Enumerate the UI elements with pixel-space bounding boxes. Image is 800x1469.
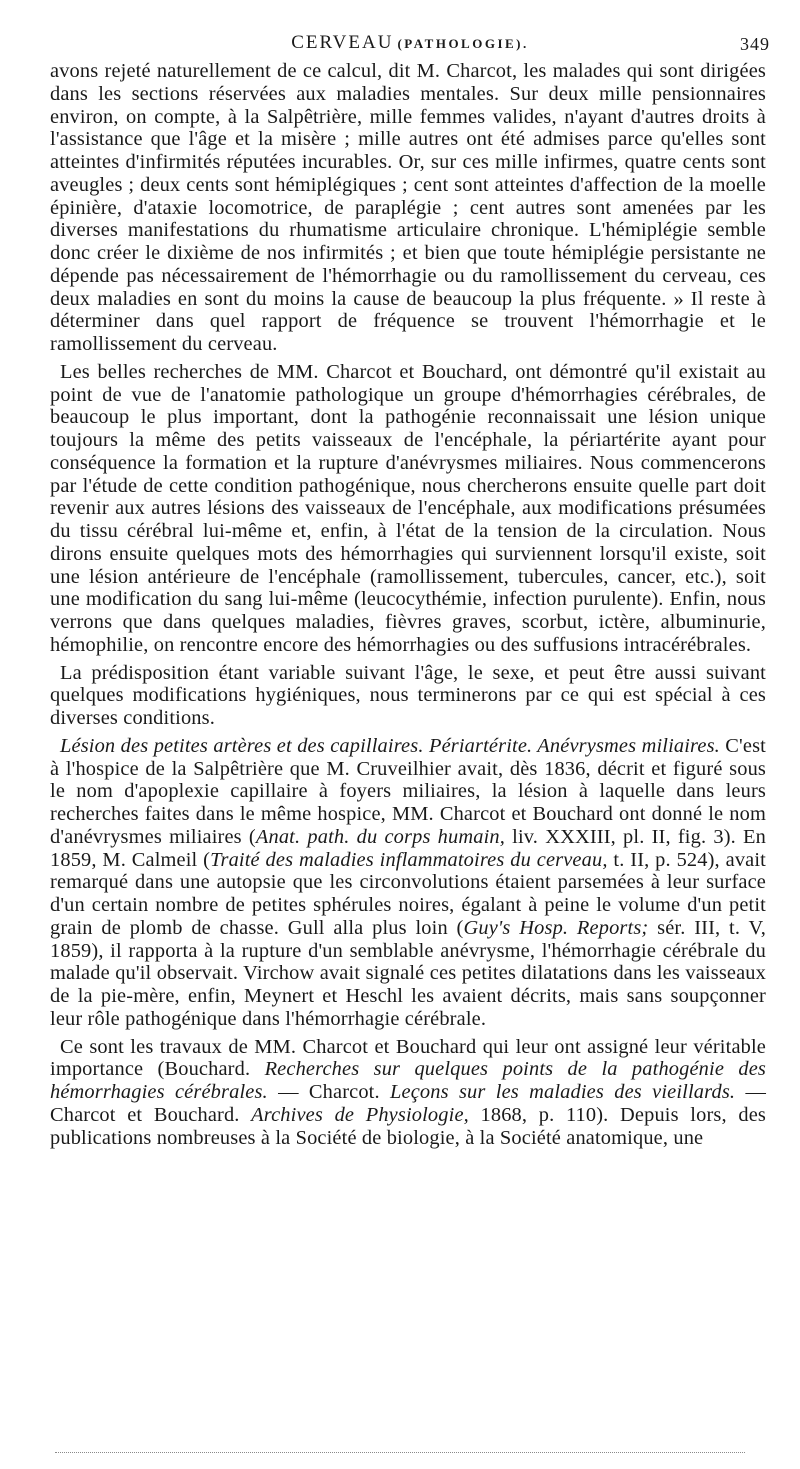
paragraph-5-text-1: Ce sont les travaux de MM. Charcot et Bouchard qui leur ont assigné leur véritable importance (Bouchard. (50, 1035, 766, 1081)
footer-rule (55, 1452, 745, 1453)
running-head (50, 32, 770, 56)
running-title-main: CERVEAU (291, 32, 394, 53)
paragraph-4-text-2: liv. XXXIII, pl. II, fig. 3). En 1859, M. Calmeil ( (50, 825, 766, 871)
running-title-subtitle: (PATHOLOGIE). (397, 36, 529, 51)
paragraph-1: avons rejeté naturellement de ce calcul, dit M. Charcot, les malades qui sont dirigées dans les sections réservées aux maladies mentales. Sur deux mille pensionnaires environ, on compte, à la Salpêtrière, mille femmes valides, n'ayant d'autres droits à l'assistance que l'âge et la misère ; mille autres ont été admises parce qu'elles sont atteintes d'infirmités réputées incurables. Or, sur ces mille infirmes, quatre cents sont aveugles ; deux cents sont hémiplégiques ; cent sont atteintes d'affection de la moelle épinière, d'ataxie locomotrice, de paraplégie ; cent autres sont amenées par les diverses manifestations du rhumatisme articulaire chronique. L'hémiplégie semble donc créer le dixième de nos infirmités ; et bien que toute hémiplégie persistante ne dépende pas nécessairement de l'hémorrhagie ou du ramollissement du cerveau, ces deux maladies en sont du moins la cause de beaucoup la plus fréquente. » Il reste à déterminer dans quel rapport de fréquence se trouvent l'hémorrhagie et le ramollissement du cerveau. (50, 60, 766, 355)
paragraph-4-text-3: t. II, p. 524), avait remarqué dans une autopsie que les circonvolutions étaient parsemées à leur surface d'un certain nombre de petites sphérules noires, égalant à peine le volume d'un petit grain de plomb de chasse. Gull alla plus loin ( (50, 848, 766, 939)
running-title (50, 32, 770, 54)
paragraph-4-text-4: sér. III, t. V, 1859), il rapporta à la rupture d'un semblable anévrysme, l'hémorrhagie cérébrale du malade qu'il observait. Virchow avait signalé ces petites dilatations dans les vaisseaux de la pie-mère, enfin, Meynert et Heschl les avaient décrits, mais sans soupçonner leur rôle pathogénique dans l'hémorrhagie cérébrale. (50, 916, 766, 1030)
paragraph-4 (50, 735, 766, 1031)
body-text (50, 60, 766, 1149)
paragraph-5-text-4: 1868, p. 110). Depuis lors, des publications nombreuses à la Société de biologie, à la Société anatomique, une (50, 1103, 766, 1149)
paragraph-5-text-2: — Charcot. (267, 1081, 391, 1103)
citation-archives-physiologie: Archives de Physiologie, (251, 1103, 469, 1126)
paragraph-4-text-1: C'est à l'hospice de la Salpêtrière que M. Cruveilhier avait, dès 1836, décrit et figuré sous le nom d'apoplexie capillaire à foyers miliaires, la lésion à laquelle dans leurs recherches faites dans le même hospice, MM. Charcot et Bouchard ont donné le nom d'anévrysmes miliaires ( (50, 734, 766, 848)
paragraph-5 (50, 1036, 766, 1150)
citation-charcot: Leçons sur les maladies des vieillards. (390, 1081, 736, 1103)
citation-bouchard: Recherches sur quelques points de la pathogénie des hémorrhagies cérébrales. (50, 1058, 767, 1103)
citation-anat-path: Anat. path. du corps humain, (255, 825, 505, 848)
citation-calmeil: Traité des maladies inflammatoires du cerveau, (210, 848, 608, 871)
citation-guys-hosp: Guy's Hosp. Reports; (463, 916, 649, 939)
paragraph-3: La prédisposition étant variable suivant l'âge, le sexe, et peut être aussi suivant quelques modifications hygiéniques, nous terminerons par ce qui est spécial à ces diverses conditions. (50, 661, 766, 729)
paragraph-2: Les belles recherches de MM. Charcot et Bouchard, ont démontré qu'il existait au point de vue de l'anatomie pathologique un groupe d'hémorrhagies cérébrales, de beaucoup le plus important, dont la pathogénie reconnaissait une lésion unique toujours la même des petits vaisseaux de l'encéphale, la périartérite ayant pour conséquence la formation et la rupture d'anévrysmes miliaires. Nous commencerons par l'étude de cette condition pathogénique, nous chercherons ensuite quelle part doit revenir aux autres lésions des vaisseaux de l'encéphale, aux modifications présumées du tissu cérébral lui-même et, enfin, à l'état de la tension de la circulation. Nous dirons ensuite quelques mots des hémorrhagies qui surviennent lorsqu'il existe, soit une lésion antérieure de l'encéphale (ramollissement, tubercules, cancer, etc.), soit une modification du sang lui-même (leucocythémie, infection purulente). Enfin, nous verrons que dans quelques maladies, fièvres graves, scorbut, ictère, albuminurie, hémophilie, on rencontre encore des hémorrhagies ou des suffusions intracérébrales. (50, 360, 766, 656)
section-heading: Lésion des petites artères et des capillaires. Périartérite. Anévrysmes miliaires. (60, 734, 720, 757)
page-number: 349 (740, 34, 770, 54)
paragraph-5-text-3: — Charcot et Bouchard. (50, 1081, 766, 1126)
